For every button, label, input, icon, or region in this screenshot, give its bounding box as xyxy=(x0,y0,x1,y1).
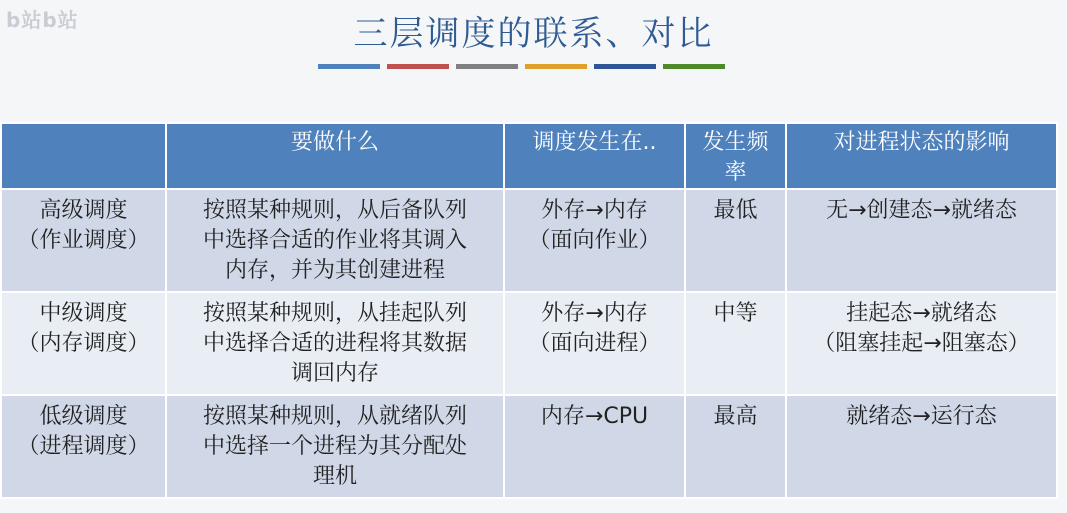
header-cell-effect: 对进程状态的影响 xyxy=(786,123,1057,189)
row-frequency-cell xyxy=(685,292,786,395)
color-bar xyxy=(456,64,518,69)
cell-line: 按照某种规则，从就绪队列 xyxy=(202,404,467,429)
watermark-logo: b站b站 xyxy=(6,8,79,32)
header-cell-empty xyxy=(1,123,166,189)
cell-line: （作业调度） xyxy=(17,228,150,253)
cell-line: 中选择合适的进程将其数据 xyxy=(202,331,467,356)
cell-line: 理机 xyxy=(312,464,357,489)
row-frequency-cell xyxy=(685,395,786,498)
table-row xyxy=(1,395,1057,498)
cell-line: 低级调度 xyxy=(39,404,128,429)
row-name-cell xyxy=(1,395,166,498)
row-what-cell xyxy=(166,292,504,395)
row-what-cell xyxy=(166,189,504,292)
cell-line: 外存→内存 xyxy=(541,301,648,326)
cell-line: 最低 xyxy=(713,198,758,223)
color-bar xyxy=(387,64,449,69)
cell-line: 按照某种规则，从挂起队列 xyxy=(202,301,467,326)
cell-line: （进程调度） xyxy=(17,434,150,459)
cell-line: 按照某种规则，从后备队列 xyxy=(202,198,467,223)
slide-title: 三层调度的联系、对比 xyxy=(353,14,714,54)
table-header-row xyxy=(1,123,1057,189)
color-bar xyxy=(318,64,380,69)
cell-line: 内存，并为其创建进程 xyxy=(224,258,445,283)
row-effect-cell xyxy=(786,395,1057,498)
row-frequency-cell xyxy=(685,189,786,292)
cell-line: 中选择一个进程为其分配处 xyxy=(202,434,467,459)
row-name-cell xyxy=(1,292,166,395)
row-what-cell xyxy=(166,395,504,498)
cell-line: 外存→内存 xyxy=(541,198,648,223)
decorative-color-bars xyxy=(318,64,725,69)
header-cell-where: 调度发生在.. xyxy=(504,123,685,189)
cell-line: （面向进程） xyxy=(528,331,661,356)
cell-line: 就绪态→运行态 xyxy=(846,404,997,429)
cell-line: （阻塞挂起→阻塞态） xyxy=(813,331,1030,356)
cell-line: （面向作业） xyxy=(528,228,661,253)
cell-line: （内存调度） xyxy=(17,331,150,356)
cell-line: 调回内存 xyxy=(290,361,379,386)
row-effect-cell xyxy=(786,292,1057,395)
color-bar xyxy=(663,64,725,69)
cell-line: 高级调度 xyxy=(39,198,128,223)
row-effect-cell xyxy=(786,189,1057,292)
cell-line: 中选择合适的作业将其调入 xyxy=(202,228,467,253)
table-row xyxy=(1,189,1057,292)
cell-line: 中等 xyxy=(713,301,758,326)
cell-line: 无→创建态→就绪态 xyxy=(826,198,1017,223)
header-cell-what: 要做什么 xyxy=(166,123,504,189)
cell-line: 最高 xyxy=(713,404,758,429)
color-bar xyxy=(525,64,587,69)
scheduling-comparison-table xyxy=(0,122,1058,499)
row-where-cell xyxy=(504,395,685,498)
header-cell-frequency: 发生频 率 xyxy=(685,123,786,189)
row-name-cell xyxy=(1,189,166,292)
row-where-cell xyxy=(504,292,685,395)
cell-line: 中级调度 xyxy=(39,301,128,326)
row-where-cell xyxy=(504,189,685,292)
color-bar xyxy=(594,64,656,69)
cell-line: 内存→CPU xyxy=(540,404,649,429)
cell-line: 挂起态→就绪态 xyxy=(846,301,997,326)
table-row xyxy=(1,292,1057,395)
